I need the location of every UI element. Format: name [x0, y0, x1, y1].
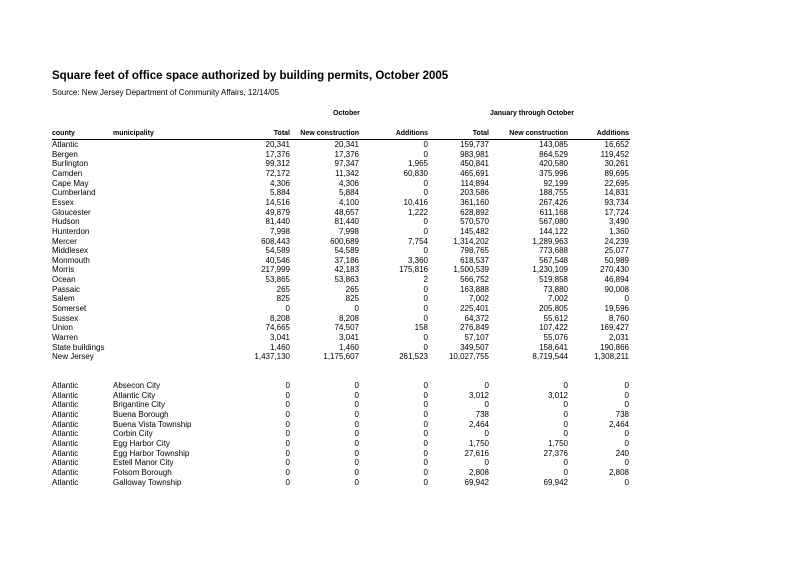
ytd-total-cell: 0: [484, 381, 489, 390]
october-additions-cell: 0: [423, 217, 428, 227]
ytd-additions-cell: 240: [615, 448, 629, 458]
county-row: [0, 352, 800, 362]
ytd-new-construction-cell: 205,805: [539, 304, 568, 314]
ytd-total-cell: 64,372: [464, 313, 489, 323]
october-total-cell: 1,437,130: [254, 352, 290, 362]
october-additions-cell: 0: [423, 381, 428, 390]
ytd-additions-cell: 2,464: [608, 419, 629, 429]
ytd-additions-cell: 93,734: [604, 197, 629, 207]
october-additions-cell: 0: [423, 438, 428, 448]
october-new-construction-cell: 81,440: [334, 217, 359, 227]
ytd-total-cell: 7,002: [468, 294, 489, 304]
ytd-new-construction-cell: 0: [563, 467, 568, 477]
october-new-construction-cell: 0: [354, 390, 359, 400]
municipality-row: [0, 410, 800, 420]
county-cell: State buildings: [52, 342, 105, 352]
municipality-row: [0, 429, 800, 439]
ytd-new-construction-cell: 92,199: [543, 178, 568, 188]
ytd-total-cell: 163,888: [460, 284, 489, 294]
october-additions-cell: 3,360: [407, 255, 428, 265]
october-new-construction-cell: 4,306: [338, 178, 359, 188]
county-cell: Warren: [52, 333, 78, 342]
county-cell: Cumberland: [52, 188, 96, 198]
county-cell: Atlantic: [52, 409, 79, 419]
ytd-total-cell: 618,537: [460, 255, 489, 265]
october-new-construction-cell: 0: [354, 429, 359, 439]
municipality-row: [0, 381, 800, 391]
ytd-new-construction-cell: 3,012: [547, 390, 568, 400]
county-row: [0, 314, 800, 324]
october-total-cell: 7,998: [269, 226, 290, 236]
column-header-county: county: [52, 130, 75, 137]
county-cell: Union: [52, 323, 73, 333]
ytd-total-cell: 361,160: [460, 197, 489, 207]
county-cell: Essex: [52, 197, 74, 207]
ytd-new-construction-cell: 1,230,109: [532, 265, 568, 275]
ytd-total-cell: 10,027,755: [448, 352, 489, 362]
october-additions-cell: 0: [423, 178, 428, 188]
ytd-new-construction-cell: 0: [563, 419, 568, 429]
ytd-new-construction-cell: 188,755: [539, 188, 568, 198]
ytd-new-construction-cell: 1,750: [547, 438, 568, 448]
october-total-cell: 17,376: [265, 149, 290, 159]
october-new-construction-cell: 600,689: [330, 236, 359, 246]
ytd-additions-cell: 22,695: [604, 178, 629, 188]
ytd-additions-cell: 8,760: [608, 313, 629, 323]
ytd-new-construction-cell: 55,076: [543, 333, 568, 342]
municipality-row: [0, 468, 800, 478]
ytd-total-cell: 349,507: [460, 342, 489, 352]
october-total-cell: 0: [285, 477, 290, 487]
municipality-cell: Folsom Borough: [113, 467, 172, 477]
october-new-construction-cell: 0: [354, 409, 359, 419]
ytd-additions-cell: 30,261: [604, 159, 629, 169]
ytd-total-cell: 0: [484, 458, 489, 468]
october-total-cell: 40,546: [265, 255, 290, 265]
october-new-construction-cell: 97,347: [334, 159, 359, 169]
source-note: Source: New Jersey Department of Community Affairs, 12/14/05: [52, 88, 280, 97]
ytd-new-construction-cell: 144,122: [539, 226, 568, 236]
ytd-new-construction-cell: 519,858: [539, 275, 568, 285]
ytd-additions-cell: 270,430: [600, 265, 629, 275]
ytd-new-construction-cell: 567,548: [539, 255, 568, 265]
ytd-total-cell: 3,012: [468, 390, 489, 400]
county-cell: Passaic: [52, 284, 81, 294]
county-row: [0, 179, 800, 189]
october-new-construction-cell: 0: [354, 400, 359, 410]
ytd-new-construction-cell: 143,085: [539, 140, 568, 149]
ytd-new-construction-cell: 27,376: [543, 448, 568, 458]
municipality-row: [0, 439, 800, 449]
group-header-october: October: [333, 110, 360, 117]
october-total-cell: 825: [276, 294, 290, 304]
county-row: [0, 275, 800, 285]
ytd-total-cell: 0: [484, 400, 489, 410]
october-additions-cell: 0: [423, 409, 428, 419]
municipality-row: [0, 458, 800, 468]
october-new-construction-cell: 42,183: [334, 265, 359, 275]
october-total-cell: 0: [285, 400, 290, 410]
ytd-additions-cell: 89,695: [604, 168, 629, 178]
october-additions-cell: 0: [423, 140, 428, 149]
county-cell: Salem: [52, 294, 75, 304]
county-cell: Hunterdon: [52, 226, 90, 236]
ytd-new-construction-cell: 107,422: [539, 323, 568, 333]
october-total-cell: 81,440: [265, 217, 290, 227]
october-total-cell: 0: [285, 390, 290, 400]
october-total-cell: 99,312: [265, 159, 290, 169]
ytd-new-construction-cell: 773,688: [539, 246, 568, 256]
october-total-cell: 0: [285, 304, 290, 314]
county-cell: Sussex: [52, 313, 79, 323]
county-cell: Hudson: [52, 217, 80, 227]
county-cell: Monmouth: [52, 255, 90, 265]
ytd-additions-cell: 1,308,211: [594, 352, 629, 362]
ytd-new-construction-cell: 158,641: [539, 342, 568, 352]
ytd-total-cell: 225,401: [460, 304, 489, 314]
ytd-additions-cell: 190,866: [600, 342, 629, 352]
county-cell: Bergen: [52, 149, 78, 159]
ytd-additions-cell: 25,077: [604, 246, 629, 256]
october-total-cell: 3,041: [269, 333, 290, 342]
october-new-construction-cell: 0: [354, 477, 359, 487]
ytd-new-construction-cell: 8,719,544: [532, 352, 568, 362]
ytd-total-cell: 1,500,539: [453, 265, 489, 275]
ytd-total-cell: 0: [484, 429, 489, 439]
october-total-cell: 20,341: [265, 140, 290, 149]
october-total-cell: 4,306: [269, 178, 290, 188]
ytd-new-construction-cell: 1,289,963: [532, 236, 568, 246]
ytd-additions-cell: 0: [624, 400, 629, 410]
county-cell: Atlantic: [52, 400, 79, 410]
ytd-additions-cell: 90,008: [604, 284, 629, 294]
municipality-cell: Brigantine City: [113, 400, 166, 410]
ytd-additions-cell: 16,652: [604, 140, 629, 149]
ytd-total-cell: 203,586: [460, 188, 489, 198]
ytd-total-cell: 69,942: [464, 477, 489, 487]
ytd-additions-cell: 169,427: [600, 323, 629, 333]
ytd-new-construction-cell: 0: [563, 381, 568, 390]
ytd-total-cell: 465,691: [460, 168, 489, 178]
county-row: [0, 208, 800, 218]
county-cell: Atlantic: [52, 458, 79, 468]
ytd-new-construction-cell: 864,529: [539, 149, 568, 159]
county-cell: Gloucester: [52, 207, 91, 217]
october-additions-cell: 10,416: [403, 197, 428, 207]
october-additions-cell: 0: [423, 333, 428, 342]
october-total-cell: 0: [285, 467, 290, 477]
ytd-total-cell: 114,894: [460, 178, 489, 188]
ytd-new-construction-cell: 0: [563, 429, 568, 439]
ytd-total-cell: 2,808: [468, 467, 489, 477]
county-row: [0, 265, 800, 275]
county-row: [0, 333, 800, 343]
october-new-construction-cell: 11,342: [335, 168, 359, 178]
october-new-construction-cell: 0: [354, 419, 359, 429]
ytd-total-cell: 628,892: [460, 207, 489, 217]
october-additions-cell: 0: [423, 390, 428, 400]
october-additions-cell: 7,754: [407, 236, 428, 246]
ytd-additions-cell: 0: [624, 294, 629, 304]
october-additions-cell: 2: [423, 275, 428, 285]
county-cell: Ocean: [52, 275, 76, 285]
october-additions-cell: 0: [423, 313, 428, 323]
municipality-row: [0, 400, 800, 410]
ytd-additions-cell: 0: [624, 458, 629, 468]
county-cell: Atlantic: [52, 140, 79, 149]
ytd-total-cell: 2,464: [468, 419, 489, 429]
county-cell: Atlantic: [52, 477, 79, 487]
october-additions-cell: 0: [423, 284, 428, 294]
ytd-total-cell: 159,737: [460, 140, 489, 149]
county-cell: Cape May: [52, 178, 89, 188]
october-additions-cell: 0: [423, 304, 428, 314]
county-row: [0, 217, 800, 227]
ytd-additions-cell: 17,724: [604, 207, 629, 217]
october-new-construction-cell: 0: [354, 448, 359, 458]
ytd-additions-cell: 50,989: [604, 255, 629, 265]
ytd-additions-cell: 0: [624, 477, 629, 487]
october-total-cell: 1,460: [269, 342, 290, 352]
october-total-cell: 0: [285, 458, 290, 468]
ytd-new-construction-cell: 69,942: [543, 477, 568, 487]
county-row: [0, 237, 800, 247]
county-cell: Atlantic: [52, 438, 79, 448]
ytd-new-construction-cell: 0: [563, 409, 568, 419]
october-additions-cell: 0: [423, 342, 428, 352]
municipality-cell: Egg Harbor Township: [113, 448, 190, 458]
ytd-total-cell: 57,107: [464, 333, 489, 342]
october-new-construction-cell: 37,186: [334, 255, 359, 265]
municipality-cell: Buena Vista Township: [113, 419, 192, 429]
county-row: [0, 169, 800, 179]
county-cell: Atlantic: [52, 429, 79, 439]
october-additions-cell: 0: [423, 467, 428, 477]
county-cell: Morris: [52, 265, 75, 275]
october-additions-cell: 0: [423, 458, 428, 468]
october-additions-cell: 1,222: [407, 207, 428, 217]
ytd-total-cell: 27,616: [464, 448, 489, 458]
ytd-additions-cell: 46,894: [604, 275, 629, 285]
column-header-ytd-new-construction: New construction: [509, 130, 568, 137]
ytd-new-construction-cell: 420,580: [539, 159, 568, 169]
october-total-cell: 217,999: [261, 265, 290, 275]
ytd-total-cell: 276,849: [460, 323, 489, 333]
october-additions-cell: 0: [423, 448, 428, 458]
october-new-construction-cell: 265: [345, 284, 359, 294]
october-total-cell: 0: [285, 419, 290, 429]
october-new-construction-cell: 0: [354, 304, 359, 314]
municipality-row: [0, 420, 800, 430]
county-row: [0, 343, 800, 353]
october-new-construction-cell: 7,998: [338, 226, 359, 236]
ytd-additions-cell: 0: [624, 438, 629, 448]
ytd-additions-cell: 0: [624, 381, 629, 390]
october-additions-cell: 158: [414, 323, 428, 333]
county-row: [0, 256, 800, 266]
ytd-total-cell: 738: [475, 409, 489, 419]
county-cell: Atlantic: [52, 381, 79, 390]
october-total-cell: 5,884: [269, 188, 290, 198]
ytd-new-construction-cell: 567,080: [539, 217, 568, 227]
october-total-cell: 0: [285, 429, 290, 439]
october-new-construction-cell: 74,507: [334, 323, 359, 333]
ytd-new-construction-cell: 0: [563, 400, 568, 410]
october-additions-cell: 0: [423, 419, 428, 429]
october-total-cell: 265: [276, 284, 290, 294]
october-new-construction-cell: 20,341: [334, 140, 359, 149]
october-new-construction-cell: 54,589: [334, 246, 359, 256]
ytd-new-construction-cell: 267,426: [539, 197, 568, 207]
ytd-additions-cell: 0: [624, 390, 629, 400]
october-new-construction-cell: 0: [354, 467, 359, 477]
municipality-row: [0, 478, 800, 488]
municipality-row: [0, 391, 800, 401]
county-row: [0, 294, 800, 304]
october-total-cell: 54,589: [265, 246, 290, 256]
october-additions-cell: 0: [423, 429, 428, 439]
ytd-total-cell: 566,752: [460, 275, 489, 285]
county-row: [0, 150, 800, 160]
column-header-october-additions: Additions: [395, 130, 428, 137]
ytd-total-cell: 450,841: [460, 159, 489, 169]
ytd-additions-cell: 738: [615, 409, 629, 419]
october-new-construction-cell: 825: [345, 294, 359, 304]
october-new-construction-cell: 1,175,607: [323, 352, 359, 362]
county-cell: Somerset: [52, 304, 87, 314]
county-row: [0, 198, 800, 208]
ytd-new-construction-cell: 375,996: [539, 168, 568, 178]
county-cell: New Jersey: [52, 352, 94, 362]
ytd-total-cell: 1,750: [468, 438, 489, 448]
group-header-ytd: January through October: [490, 110, 575, 117]
october-total-cell: 608,443: [261, 236, 290, 246]
county-row: [0, 285, 800, 295]
october-total-cell: 8,208: [269, 313, 290, 323]
october-new-construction-cell: 0: [354, 458, 359, 468]
october-total-cell: 72,172: [265, 168, 290, 178]
october-additions-cell: 0: [423, 477, 428, 487]
county-row: [0, 246, 800, 256]
ytd-new-construction-cell: 55,612: [543, 313, 568, 323]
october-new-construction-cell: 8,208: [338, 313, 359, 323]
october-new-construction-cell: 53,863: [334, 275, 359, 285]
county-cell: Camden: [52, 168, 83, 178]
ytd-additions-cell: 2,808: [608, 467, 629, 477]
october-total-cell: 0: [285, 381, 290, 390]
ytd-additions-cell: 2,031: [608, 333, 629, 342]
ytd-new-construction-cell: 7,002: [547, 294, 568, 304]
municipality-cell: Atlantic City: [113, 390, 156, 400]
report-title: Square feet of office space authorized by building permits, October 2005: [52, 70, 449, 82]
october-total-cell: 14,516: [265, 197, 290, 207]
column-header-ytd-total: Total: [472, 130, 489, 137]
ytd-total-cell: 798,765: [460, 246, 489, 256]
column-header-ytd-additions: Additions: [596, 130, 629, 137]
october-new-construction-cell: 17,376: [334, 149, 359, 159]
column-header-october-new-construction: New construction: [300, 130, 359, 137]
october-new-construction-cell: 0: [354, 438, 359, 448]
october-additions-cell: 0: [423, 400, 428, 410]
october-total-cell: 0: [285, 409, 290, 419]
county-cell: Burlington: [52, 159, 89, 169]
october-new-construction-cell: 48,657: [334, 207, 359, 217]
ytd-new-construction-cell: 73,880: [543, 284, 568, 294]
ytd-total-cell: 1,314,202: [453, 236, 489, 246]
municipality-cell: Egg Harbor City: [113, 438, 170, 448]
county-row: [0, 304, 800, 314]
october-total-cell: 49,879: [265, 207, 290, 217]
october-total-cell: 74,665: [265, 323, 290, 333]
october-total-cell: 53,865: [265, 275, 290, 285]
municipality-cell: Corbin City: [113, 429, 153, 439]
ytd-additions-cell: 24,239: [604, 236, 629, 246]
column-header-october-total: Total: [273, 130, 290, 137]
october-total-cell: 0: [285, 448, 290, 458]
october-new-construction-cell: 3,041: [338, 333, 359, 342]
ytd-new-construction-cell: 611,168: [539, 207, 568, 217]
ytd-additions-cell: 1,360: [608, 226, 629, 236]
municipality-cell: Buena Borough: [113, 409, 169, 419]
october-additions-cell: 0: [423, 246, 428, 256]
ytd-total-cell: 983,981: [460, 149, 489, 159]
county-row: [0, 323, 800, 333]
october-new-construction-cell: 4,100: [338, 197, 359, 207]
county-row: [0, 140, 800, 150]
municipality-cell: Galloway Township: [113, 477, 182, 487]
county-row: [0, 159, 800, 169]
county-cell: Mercer: [52, 236, 77, 246]
county-row: [0, 188, 800, 198]
ytd-additions-cell: 119,452: [600, 149, 629, 159]
october-additions-cell: 0: [423, 188, 428, 198]
municipality-row: [0, 449, 800, 459]
october-additions-cell: 0: [423, 294, 428, 304]
october-additions-cell: 261,523: [399, 352, 428, 362]
october-additions-cell: 60,830: [403, 168, 428, 178]
october-additions-cell: 175,816: [399, 265, 428, 275]
october-new-construction-cell: 1,460: [338, 342, 359, 352]
october-additions-cell: 0: [423, 226, 428, 236]
county-cell: Middlesex: [52, 246, 89, 256]
county-cell: Atlantic: [52, 448, 79, 458]
ytd-total-cell: 570,570: [460, 217, 489, 227]
october-new-construction-cell: 0: [354, 381, 359, 390]
county-cell: Atlantic: [52, 467, 79, 477]
october-additions-cell: 1,965: [407, 159, 428, 169]
county-cell: Atlantic: [52, 419, 79, 429]
county-cell: Atlantic: [52, 390, 79, 400]
ytd-total-cell: 145,482: [460, 226, 489, 236]
ytd-additions-cell: 0: [624, 429, 629, 439]
municipality-cell: Estell Manor City: [113, 458, 174, 468]
ytd-additions-cell: 14,831: [604, 188, 629, 198]
column-header-municipality: municipality: [113, 130, 154, 137]
october-new-construction-cell: 5,884: [338, 188, 359, 198]
ytd-additions-cell: 3,490: [608, 217, 629, 227]
municipality-cell: Absecon City: [113, 381, 161, 390]
ytd-new-construction-cell: 0: [563, 458, 568, 468]
october-total-cell: 0: [285, 438, 290, 448]
october-additions-cell: 0: [423, 149, 428, 159]
ytd-additions-cell: 19,596: [604, 304, 629, 314]
county-row: [0, 227, 800, 237]
